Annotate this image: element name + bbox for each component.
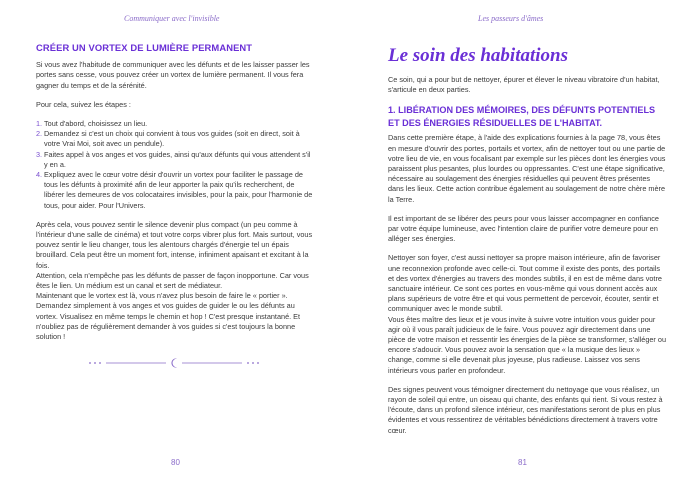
running-head: Les passeurs d'âmes bbox=[478, 14, 544, 23]
page-number: 81 bbox=[518, 458, 527, 467]
right-column bbox=[388, 45, 666, 445]
body-paragraph: Nettoyer son foyer, c'est aussi nettoyer sa propre maison intérieure, afin de favoriser une reconnexion profonde avec celle-ci. Tout comme il existe des ponts, des portails et des vortex d'énergies au travers des mondes subtils, il en est de même dans votre sanctuaire intérieur. Ce sont ces portes en vous-même qui vous donnent accès aux plans supérieurs de votre être et qui vous permettent de percevoir, écouter, sentir et communiquer avec le monde subtil. bbox=[388, 253, 662, 314]
left-page bbox=[0, 0, 348, 490]
running-head: Communiquer avec l'invisible bbox=[124, 14, 220, 23]
right-page bbox=[352, 0, 700, 490]
section-title: CRÉER UN VORTEX DE LUMIÈRE PERMANENT bbox=[36, 42, 253, 53]
list-item: 4. Expliquez avec le cœur votre désir d'ouvrir un vortex pour faciliter le passage de tous les défunts à proximité afin de leur apporter la paix qu'ils recherchent, de libérer les demeures de vos colocataires invisibles, pour la paix, pour l'harmonie de tous, pour aider. Pour l'Univers. bbox=[36, 170, 313, 210]
left-column bbox=[36, 43, 314, 342]
body-paragraph: Demandez simplement à vos anges et vos guides de guider le ou les défunts au vortex. Visualisez en même temps le chemin et hop ! C'est presque instantané. Et n'oubliez pas de régulièrement demander à vos guides si c'est toujours la bonne solution ! bbox=[36, 301, 301, 342]
body-paragraph: Des signes peuvent vous témoigner directement du nettoyage que vous réalisez, un rayon de soleil qui entre, un oiseau qui chante, des enfants qui rient. Si vous restez à l'écoute, dans un profond silence intérieur, ces manifestations seront de plus en plus évidentes et vous ressentirez de véritables bénédictions directement à travers votre cœur. bbox=[388, 384, 663, 435]
page-title: Le soin des habitations bbox=[388, 45, 568, 66]
list-item: 3. Faites appel à vos anges et vos guides, ainsi qu'aux défunts qui vous attendent s'il y en a. bbox=[36, 149, 311, 169]
steps-intro: Pour cela, suivez les étapes : bbox=[36, 99, 131, 109]
list-item: 2. Demandez si c'est un choix qui convient à tous vos guides (soit en direct, soit à votre Vrai Moi, soit avec un pendule). bbox=[36, 129, 300, 149]
intro-paragraph: Si vous avez l'habitude de communiquer avec les défunts et de les laisser passer les portes sans cesse, vous pouvez créer un vortex de lumière permanent. Il vous fera gagner du temps et de la sérénité. bbox=[36, 60, 310, 90]
body-paragraph: Attention, cela n'empêche pas les défunts de passer de façon inopportune. Car vous êtes le lien. Un médium est un canal et sert de médiateur. bbox=[36, 270, 309, 291]
list-item: 1. Tout d'abord, choisissez un lieu. bbox=[36, 119, 148, 129]
body-paragraph: Après cela, vous pouvez sentir le silence devenir plus compact (un peu comme à l'intérieur d'une salle de cinéma) et tout votre corps vibrer plus fort. Mais surtout, vous pouvez sentir le lieu changer, tous les alentours chargés d'énergie tel un épais brouillard. Cela peut être un moment fort, intense, infiniment apaisant et excitant à la fois. bbox=[36, 219, 313, 270]
steps-list bbox=[36, 119, 314, 211]
intro-paragraph: Ce soin, qui a pour but de nettoyer, épurer et élever le niveau vibratoire d'un habitat, s'articule en deux parties. bbox=[388, 75, 660, 95]
crescent-moon-icon bbox=[171, 358, 177, 367]
page-number: 80 bbox=[171, 458, 180, 467]
body-paragraph: Maintenant que le vortex est là, vous n'avez plus besoin de faire le « portier ». bbox=[36, 291, 288, 301]
body-paragraph: Dans cette première étape, à l'aide des explications fournies à la page 78, vous êtes en mesure d'ouvrir des portes, portails et vortex, afin de nettoyer tout ou une partie de votre lieu de vie, en vous focalisant par exemple sur les pièces dont les énergies vous paraissent plus pesantes, plus lourdes ou oppressantes. C'est une étape significative, nécessaire au soulagement des énergies résiduelles qui peuvent êtres présentes dans les lieux. Cette action contribue également au soulagement de notre chère mère la Terre. bbox=[388, 133, 666, 204]
ornament-divider bbox=[86, 357, 262, 369]
subheading: 1. LIBÉRATION DES MÉMOIRES, DES DÉFUNTS POTENTIELS ET DES ÉNERGIES RÉSIDUELLES DE L'HABITAT. bbox=[388, 105, 656, 128]
body-paragraph: Il est important de se libérer des peurs pour vous laisser accompagner en confiance par votre équipe lumineuse, avec l'intention claire de purifier votre demeure pour en alléger ses énergies. bbox=[388, 213, 659, 244]
body-paragraph: Vous êtes maître des lieux et je vous invite à suivre votre intuition vous guider pour agir où il vous paraît judicieux de le faire. Vous pouvez agir directement dans une pièce de votre maison et ressentir les énergies de la pièce se transformer, s'alléger ou encore s'adoucir. Vous pouvez avoir la sensation que « la musique des lieux » change, comme si elle devenait plus joyeuse, plus radieuse. Laissez vos sens intérieurs vous parler en profondeur. bbox=[388, 314, 667, 375]
